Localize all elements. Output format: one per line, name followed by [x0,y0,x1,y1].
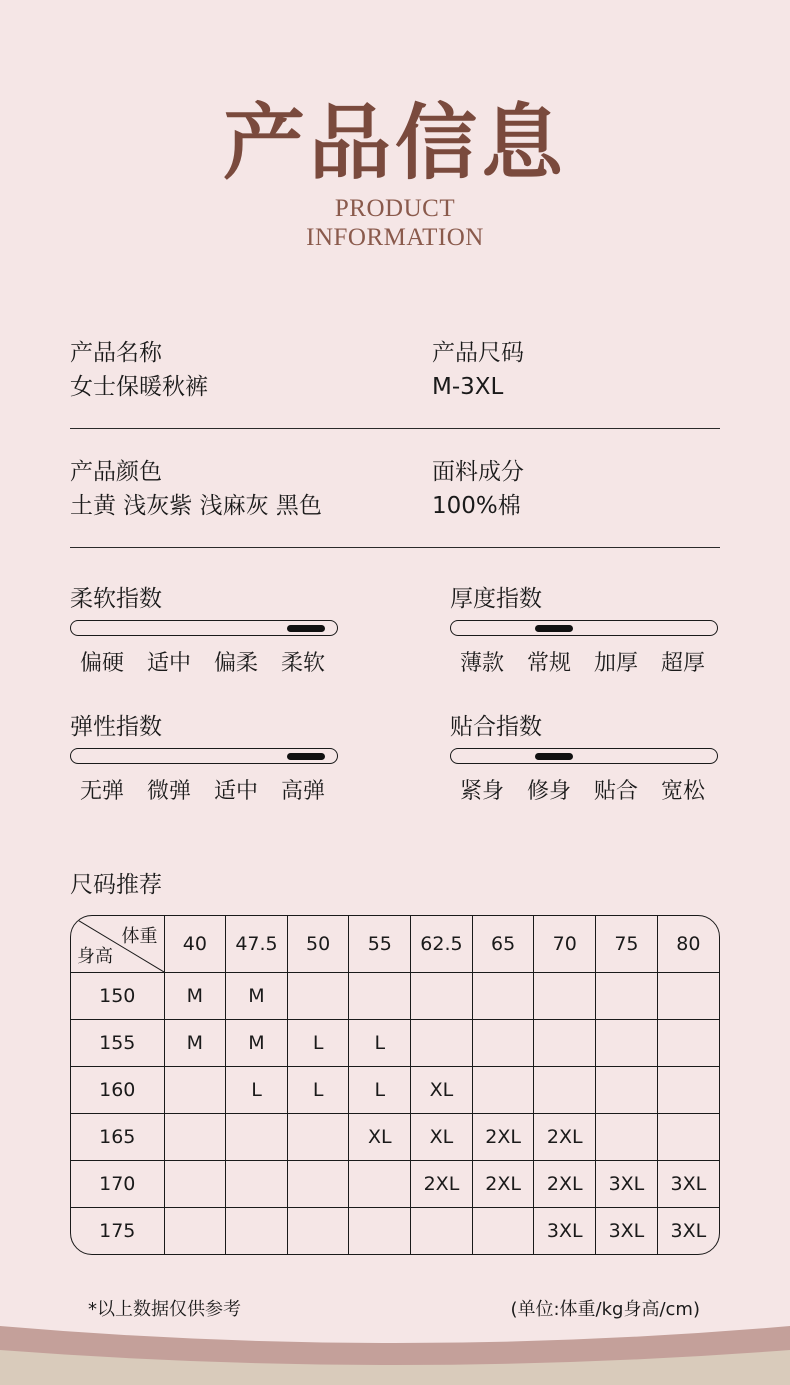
scale-label: 薄款 [460,651,505,676]
height-cell: 165 [71,1113,164,1160]
size-cell: 3XL [657,1161,719,1208]
size-cell: L [287,1066,349,1113]
height-cell: 150 [71,972,164,1019]
size-cell: 2XL [534,1161,596,1208]
softness-index-bar [70,620,338,636]
size-cell: M [164,972,226,1019]
size-cell: XL [411,1066,473,1113]
scale-label: 常规 [527,651,572,676]
table-row [71,1208,719,1254]
divider [70,547,720,548]
unit-note: (单位:体重/kg身高/cm) [510,1299,700,1320]
weight-header: 75 [596,916,658,972]
size-cell: XL [349,1113,411,1160]
size-cell: L [226,1066,288,1113]
table-row [71,1113,719,1160]
scale-label: 适中 [214,779,259,804]
weight-header: 40 [164,916,226,972]
size-cell [226,1113,288,1160]
size-cell: M [164,1019,226,1066]
height-axis-label: 身高 [77,945,113,967]
product-color-block [70,455,322,523]
size-cell: 3XL [534,1208,596,1254]
scale-label: 贴合 [594,779,639,804]
table-row [71,972,719,1019]
weight-header: 65 [472,916,534,972]
product-color-label: 产品颜色 [70,459,162,485]
size-cell [164,1066,226,1113]
scale-label: 无弹 [80,779,125,804]
reference-note: *以上数据仅供参考 [88,1299,241,1320]
elasticity-index-marker [287,753,325,760]
table-row [71,1066,719,1113]
size-cell: M [226,972,288,1019]
size-cell [164,1113,226,1160]
scale-label: 偏硬 [80,651,125,676]
table-row [71,1019,719,1066]
size-cell: L [287,1019,349,1066]
material-block [432,455,524,523]
weight-header: 62.5 [411,916,473,972]
size-cell [596,972,658,1019]
size-cell [657,1019,719,1066]
size-cell [596,1066,658,1113]
scale-label: 修身 [527,779,572,804]
table-corner-cell [71,916,164,972]
height-cell: 155 [71,1019,164,1066]
scale-label: 宽松 [661,779,706,804]
size-cell [226,1208,288,1254]
scale-label: 紧身 [460,779,505,804]
height-cell: 160 [71,1066,164,1113]
product-size-value: M-3XL [432,374,504,400]
softness-index-title: 柔软指数 [70,586,162,612]
weight-header: 55 [349,916,411,972]
size-cell: 2XL [411,1161,473,1208]
softness-index-scale [80,646,348,677]
size-cell [164,1161,226,1208]
material-label: 面料成分 [432,459,524,485]
scale-label: 加厚 [594,651,639,676]
size-chart-table [70,915,720,1255]
size-cell [657,972,719,1019]
page-subtitle-line2: INFORMATION [306,224,484,251]
size-cell: 3XL [596,1208,658,1254]
size-cell [472,1019,534,1066]
table-row [71,1161,719,1208]
thickness-index-marker [535,625,573,632]
size-cell [472,1208,534,1254]
product-size-block [432,336,524,404]
size-cell [657,1066,719,1113]
scale-label: 偏柔 [214,651,259,676]
size-cell: 2XL [534,1113,596,1160]
size-cell [534,1066,596,1113]
size-cell: 3XL [596,1161,658,1208]
size-cell [287,1113,349,1160]
thickness-index-title: 厚度指数 [450,586,542,612]
page-subtitle-line1: PRODUCT [334,195,456,222]
size-cell: XL [411,1113,473,1160]
height-cell: 175 [71,1208,164,1254]
divider [70,428,720,429]
size-cell: M [226,1019,288,1066]
size-cell [657,1113,719,1160]
size-cell [411,972,473,1019]
size-cell [472,972,534,1019]
size-cell [164,1208,226,1254]
size-cell: L [349,1019,411,1066]
size-cell [287,1208,349,1254]
softness-index-marker [287,625,325,632]
size-cell [287,1161,349,1208]
size-cell [596,1019,658,1066]
elasticity-index-scale [80,774,348,805]
scale-label: 高弹 [281,779,326,804]
table-header-row [71,916,719,972]
height-cell: 170 [71,1161,164,1208]
weight-header: 50 [287,916,349,972]
size-cell [226,1161,288,1208]
thickness-index-bar [450,620,718,636]
weight-header: 80 [657,916,719,972]
elasticity-index-title: 弹性指数 [70,714,162,740]
thickness-index-scale [460,646,728,677]
page-title: 产品信息 [222,96,567,191]
size-cell: L [349,1066,411,1113]
size-cell [349,1208,411,1254]
size-cell: 2XL [472,1113,534,1160]
fit-index-marker [535,753,573,760]
weight-header: 70 [534,916,596,972]
elasticity-index-bar [70,748,338,764]
product-name-block [70,336,208,404]
product-color-value: 土黄 浅灰紫 浅麻灰 黑色 [70,493,322,519]
size-cell [596,1113,658,1160]
size-cell [349,972,411,1019]
scale-label: 柔软 [281,651,326,676]
product-name-label: 产品名称 [70,340,162,366]
scale-label: 微弹 [147,779,192,804]
scale-label: 适中 [147,651,192,676]
size-cell [534,1019,596,1066]
size-chart-title: 尺码推荐 [70,872,162,898]
size-cell [349,1161,411,1208]
size-cell [534,972,596,1019]
size-cell [411,1208,473,1254]
fit-index-bar [450,748,718,764]
material-value: 100%棉 [432,493,521,519]
size-cell [287,972,349,1019]
size-cell: 2XL [472,1161,534,1208]
fit-index-title: 贴合指数 [450,714,542,740]
fit-index-scale [460,774,728,805]
scale-label: 超厚 [661,651,706,676]
product-size-label: 产品尺码 [432,340,524,366]
weight-axis-label: 体重 [121,926,158,947]
size-cell [411,1019,473,1066]
product-name-value: 女士保暖秋裤 [70,374,208,400]
weight-header: 47.5 [226,916,288,972]
bottom-wave-decoration [0,1320,790,1385]
size-cell [472,1066,534,1113]
size-cell: 3XL [657,1208,719,1254]
